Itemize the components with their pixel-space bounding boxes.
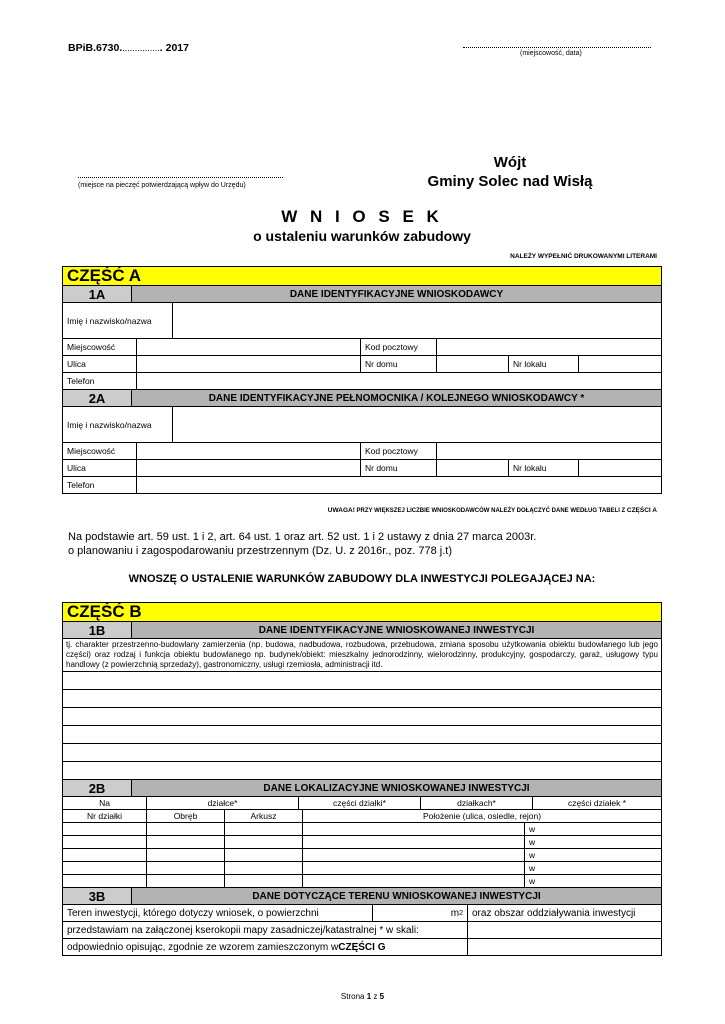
- investment-line[interactable]: [63, 744, 661, 762]
- location-rows: [62, 823, 662, 888]
- location-row: [62, 875, 662, 888]
- proxy-flat-field[interactable]: [579, 460, 661, 476]
- applicant-street-row: [62, 356, 662, 373]
- proxy-street-row: [62, 460, 662, 477]
- location-row: [62, 823, 662, 836]
- legal-basis: [68, 530, 656, 558]
- section-title: DANE IDENTYFIKACYJNE PEŁNOMOCNIKA / KOLEJNEGO WNIOSKODAWCY *: [132, 390, 661, 406]
- form-subtitle: o ustaleniu warunków zabudowy: [253, 228, 471, 244]
- investment-line[interactable]: [63, 672, 661, 690]
- section-1a-header: [62, 286, 662, 303]
- section-2b-header: [62, 780, 662, 797]
- section-title: DANE LOKALIZACYJNE WNIOSKOWANEJ INWESTYCJI: [132, 780, 661, 796]
- proxy-phone-field[interactable]: [137, 477, 661, 493]
- phone-label: Telefon: [63, 373, 137, 389]
- area-unit: m: [450, 907, 460, 919]
- ref-prefix: BPiB.6730.: [68, 42, 123, 54]
- location-field[interactable]: [303, 875, 525, 887]
- applicant-house-field[interactable]: [437, 356, 509, 372]
- postal-label: Kod pocztowy: [361, 443, 437, 459]
- investment-lines: [62, 672, 662, 780]
- applicant-name-field[interactable]: [173, 303, 661, 338]
- phone-label: Telefon: [63, 477, 137, 493]
- request-statement: WNOSZĘ O USTALENIE WARUNKÓW ZABUDOWY DLA INWESTYCJI POLEGAJĄCEJ NA:: [128, 573, 596, 585]
- form-title: W N I O S E K: [281, 207, 443, 226]
- location-header: Położenie (ulica, osiedle, rejon): [422, 811, 542, 821]
- plot-number-header: Nr działki: [63, 810, 147, 822]
- area-text-4-body: odpowiednio opisując, zgodnie ze wzorem zamieszczonym w: [67, 941, 339, 953]
- area-text-4: [63, 939, 468, 955]
- proxy-phone-row: [62, 477, 662, 494]
- location-row: [62, 849, 662, 862]
- warning-note: [328, 507, 657, 514]
- addressee-line1: Wójt: [493, 154, 527, 171]
- plot-number-field[interactable]: [63, 862, 147, 874]
- stamp-line: [78, 177, 283, 178]
- investment-description-row: [62, 639, 662, 672]
- location-type-row: [62, 797, 662, 810]
- part-a: [62, 266, 662, 494]
- postal-label: Kod pocztowy: [361, 339, 437, 355]
- sheet-field[interactable]: [225, 862, 303, 874]
- section-2a-header: [62, 390, 662, 407]
- plots-part-option[interactable]: części działek *: [567, 798, 627, 808]
- sheet-field[interactable]: [225, 875, 303, 887]
- warning-bold: UWAGA!: [327, 507, 355, 514]
- part-b: [62, 602, 662, 956]
- location-field[interactable]: [303, 862, 525, 874]
- investment-line[interactable]: [63, 690, 661, 708]
- applicant-city-row: [62, 339, 662, 356]
- proxy-house-field[interactable]: [437, 460, 509, 476]
- investment-line[interactable]: [63, 762, 661, 780]
- location-w-field[interactable]: w: [529, 850, 536, 860]
- plot-number-field[interactable]: [63, 823, 147, 835]
- footer-page: 1: [366, 992, 372, 1001]
- stamp-label: (miejsce na pieczęć potwierdzającą wpływ do Urzędu): [78, 182, 246, 189]
- section-title: DANE DOTYCZĄCE TERENU WNIOSKOWANEJ INWESTYCJI: [132, 888, 661, 904]
- footer-prefix: Strona: [340, 992, 367, 1001]
- section-number: 2A: [63, 390, 132, 406]
- footer-total: 5: [379, 992, 385, 1001]
- scale-field[interactable]: [468, 922, 661, 938]
- plot-number-field[interactable]: [63, 836, 147, 848]
- sheet-field[interactable]: [225, 836, 303, 848]
- precinct-header: Obręb: [147, 810, 225, 822]
- proxy-city-row: [62, 443, 662, 460]
- fill-instruction: NALEŻY WYPEŁNIĆ DRUKOWANYMI LITERAMI: [510, 253, 657, 260]
- plot-number-field[interactable]: [63, 875, 147, 887]
- section-number: 1B: [63, 622, 132, 638]
- applicant-name-row: [62, 303, 662, 339]
- house-label: Nr domu: [361, 356, 437, 372]
- precinct-field[interactable]: [147, 836, 225, 848]
- area-text-1: Teren inwestycji, którego dotyczy wniosek, o powierzchni: [63, 905, 373, 921]
- location-w-field[interactable]: w: [529, 863, 536, 873]
- location-field[interactable]: [303, 836, 525, 848]
- part-b-header: CZĘŚĆ B: [62, 602, 662, 622]
- location-w-field[interactable]: w: [529, 824, 536, 834]
- area-unit-sup: 2: [459, 909, 463, 917]
- name-label: Imię i nazwisko/nazwa: [63, 407, 173, 442]
- location-header-row: [62, 810, 662, 823]
- area-text-3: przedstawiam na załączonej kserokopii mapy zasadniczej/katastralnej * w skali:: [63, 922, 468, 938]
- section-3b-header: [62, 888, 662, 905]
- investment-line[interactable]: [63, 726, 661, 744]
- proxy-name-field[interactable]: [173, 407, 661, 442]
- proxy-name-row: [62, 407, 662, 443]
- plot-number-field[interactable]: [63, 849, 147, 861]
- location-w-field[interactable]: w: [529, 837, 536, 847]
- section-title: DANE IDENTYFIKACYJNE WNIOSKODAWCY: [132, 286, 661, 302]
- precinct-field[interactable]: [147, 862, 225, 874]
- precinct-field[interactable]: [147, 849, 225, 861]
- applicant-street-field[interactable]: [137, 356, 361, 372]
- precinct-field[interactable]: [147, 823, 225, 835]
- proxy-city-field[interactable]: [137, 443, 361, 459]
- location-row: [62, 836, 662, 849]
- street-label: Ulica: [63, 460, 137, 476]
- area-field[interactable]: [373, 905, 468, 921]
- page-footer: [0, 992, 725, 1001]
- location-field[interactable]: [303, 823, 525, 835]
- ref-year: . 2017: [159, 42, 189, 54]
- section-number: 1A: [63, 286, 132, 302]
- scale-row: [62, 922, 662, 939]
- reference-number: [68, 42, 189, 54]
- section-title: DANE IDENTYFIKACYJNE WNIOSKOWANEJ INWESTYCJI: [132, 622, 661, 638]
- name-label: Imię i nazwisko/nazwa: [63, 303, 173, 338]
- proxy-street-field[interactable]: [137, 460, 361, 476]
- plots-option[interactable]: działkach*: [421, 797, 533, 809]
- part-a-header: CZĘŚĆ A: [62, 266, 662, 286]
- sheet-field[interactable]: [225, 849, 303, 861]
- description-row: [62, 939, 662, 956]
- place-date-label: (miejscowość, data): [520, 50, 582, 57]
- legal-line-1: Na podstawie art. 59 ust. 1 i 2, art. 64 ust. 1 oraz art. 52 ust. 1 i 2 ustawy z dnia 27 marca 2003r.: [68, 531, 537, 543]
- area-row: [62, 905, 662, 922]
- flat-label: Nr lokalu: [509, 356, 579, 372]
- location-w-field[interactable]: w: [529, 876, 536, 886]
- city-label: Miejscowość: [63, 339, 137, 355]
- applicant-city-field[interactable]: [137, 339, 361, 355]
- investment-description: tj. charakter przestrzenno-budowlany zamierzenia (np. budowa, nadbudowa, rozbudowa, przebudowa, zmiana sposobu użytkowania obiektu budowlanego lub jego części) oraz rodzaj i funkcja obiektu budowlanego np. budynek/obiekt: mieszkalny jednorodzinny, wielorodzinny, produkcyjny, gospodarczy, garaż, usługowy typu handlowy (z powierzchnią sprzedaży), gastronomiczny, usługi rzemiosła, administracji itd.: [66, 640, 658, 669]
- description-field[interactable]: [468, 939, 661, 955]
- investment-line[interactable]: [63, 708, 661, 726]
- applicant-postal-field[interactable]: [437, 339, 661, 355]
- street-label: Ulica: [63, 356, 137, 372]
- area-text-2: oraz obszar oddziaływania inwestycji: [472, 907, 636, 919]
- plot-option[interactable]: działce*: [147, 797, 299, 809]
- section-1b-header: [62, 622, 662, 639]
- proxy-postal-field[interactable]: [437, 443, 661, 459]
- sheet-header: Arkusz: [225, 810, 303, 822]
- plot-part-option[interactable]: części działki*: [299, 797, 421, 809]
- precinct-field[interactable]: [147, 875, 225, 887]
- footer-mid: z: [371, 992, 380, 1001]
- warning-text: PRZY WIĘKSZEJ LICZBIE WNIOSKODAWCÓW NALEŻY DOŁĄCZYĆ DANE WEDŁUG TABELI Z: [354, 508, 627, 514]
- area-text-4-bold: CZĘŚCI G: [338, 941, 386, 953]
- flat-label: Nr lokalu: [509, 460, 579, 476]
- legal-line-2: o planowaniu i zagospodarowaniu przestrzennym (Dz. U. z 2016r., poz. 778 j.t): [68, 545, 452, 557]
- section-number: 3B: [63, 888, 132, 904]
- place-date-line[interactable]: [463, 47, 651, 48]
- ref-dots: ...............: [122, 43, 160, 53]
- location-row: [62, 862, 662, 875]
- section-number: 2B: [63, 780, 132, 796]
- applicant-phone-field[interactable]: [137, 373, 661, 389]
- location-field[interactable]: [303, 849, 525, 861]
- addressee-line2: Gminy Solec nad Wisłą: [427, 173, 593, 190]
- warning-end: CZĘŚCI A: [626, 507, 657, 514]
- on-label: Na: [63, 797, 147, 809]
- applicant-phone-row: [62, 373, 662, 390]
- house-label: Nr domu: [361, 460, 437, 476]
- city-label: Miejscowość: [63, 443, 137, 459]
- applicant-flat-field[interactable]: [579, 356, 661, 372]
- sheet-field[interactable]: [225, 823, 303, 835]
